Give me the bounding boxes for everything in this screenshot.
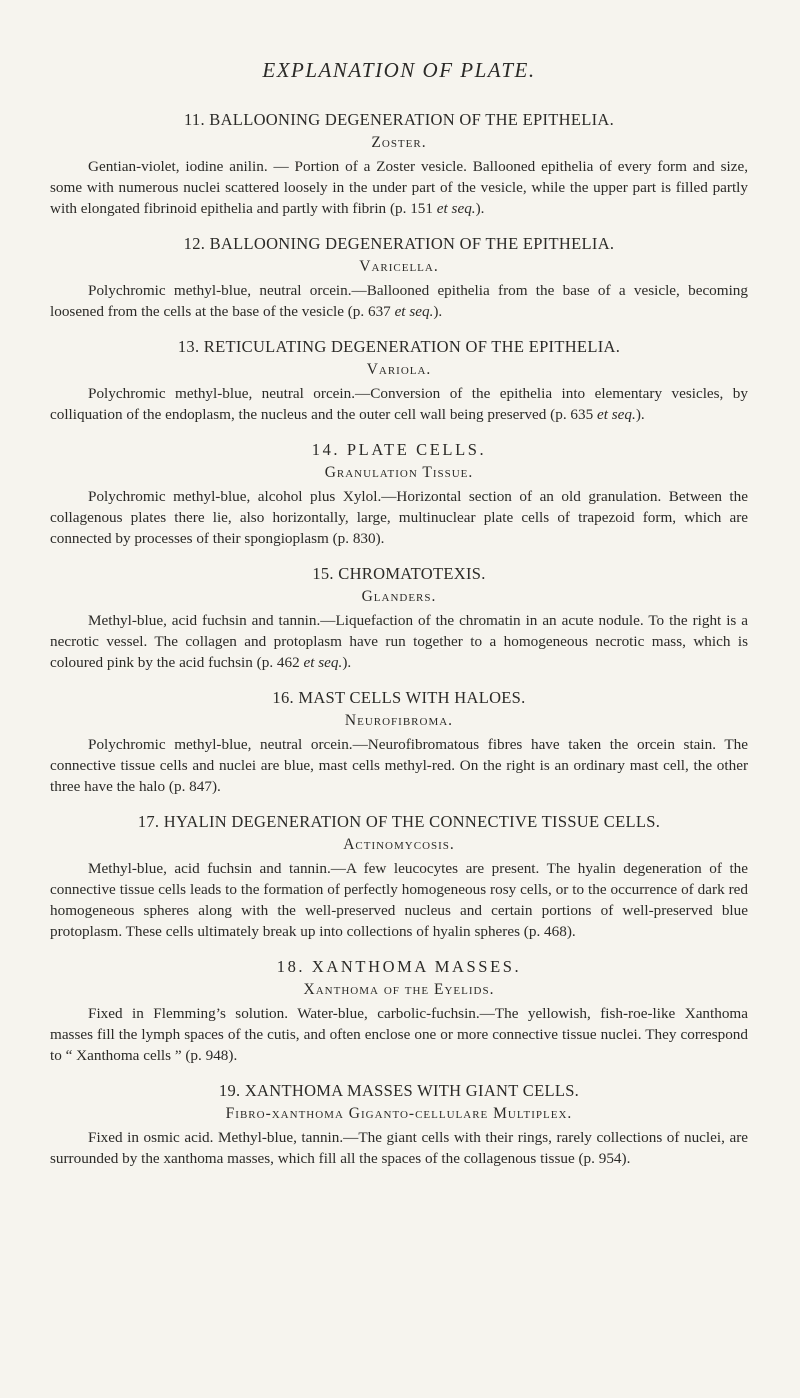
- entry-subtitle: Zoster.: [371, 134, 427, 151]
- entry-description: [50, 280, 748, 322]
- entry-subtitle: Varicella.: [359, 258, 439, 275]
- entry-text: Fixed in osmic acid. Methyl-blue, tannin.—The giant cells with their rings, rarely collections of nuclei, are surrounded by the xanthoma masses, which fill all the spaces of the collagenous tissue (p. 954).: [50, 1129, 748, 1167]
- entry-heading: 11. BALLOONING DEGENERATION OF THE EPITHELIA.: [183, 110, 615, 129]
- entry-ref: et seq.: [597, 406, 636, 423]
- entry-text: Polychromic methyl-blue, alcohol plus Xylol.—Horizontal section of an old granulation. Between the collagenous plates there lie, also horizontally, large, multinuclear plate cells of trapezoid form, which are connected by processes of their spongioplasm (p. 830).: [50, 488, 748, 547]
- entry-end: ).: [475, 200, 485, 217]
- entry-text: Polychromic methyl-blue, neutral orcein.—Neurofibromatous fibres have taken the orcein stain. The connective tissue cells and nuclei are blue, mast cells methyl-red. On the right is an ordinary mast cell, the other three have the halo (p. 847).: [50, 736, 748, 795]
- entry-subtitle: Xanthoma of the Eyelids.: [303, 981, 495, 998]
- page-title: EXPLANATION OF PLATE.: [262, 58, 536, 82]
- entry-subtitle: Fibro-xanthoma Giganto-cellulare Multiplex.: [225, 1105, 573, 1122]
- entry-subtitle: Glanders.: [361, 588, 437, 605]
- entry-heading: 14. PLATE CELLS.: [311, 440, 487, 459]
- entry-heading: 19. XANTHOMA MASSES WITH GIANT CELLS.: [218, 1081, 580, 1100]
- entry-heading: 13. RETICULATING DEGENERATION OF THE EPITHELIA.: [177, 337, 621, 356]
- entry-text: Polychromic methyl-blue, neutral orcein.—Ballooned epithelia from the base of a vesicle, becoming loosened from the cells at the base of the vesicle (p. 637: [50, 282, 748, 320]
- plate-entry-13: [50, 336, 748, 425]
- entry-subtitle: Actinomycosis.: [343, 836, 455, 853]
- entry-description: [50, 734, 748, 797]
- entry-description: [50, 486, 748, 549]
- entry-text: Gentian-violet, iodine anilin. — Portion of a Zoster vesicle. Ballooned epithelia of every form and size, some with numerous nuclei scattered loosely in the under part of the vesicle, while the upper part is filled partly with elongated fibrinoid epithelia and partly with fibrin (p. 151: [50, 158, 748, 217]
- plate-entry-11: [50, 109, 748, 219]
- entry-text: Methyl-blue, acid fuchsin and tannin.—A few leucocytes are present. The hyalin degeneration of the connective tissue cells leads to the formation of perfectly homogeneous rosy cells, or to the occurrence of dark red homogeneous spheres along with the well-preserved nucleus and certain portions of well-preserved blue protoplasm. These cells ultimately break up into collections of hyalin spheres (p. 468).: [50, 860, 748, 940]
- entry-end: ).: [433, 303, 443, 320]
- plate-entry-19: [50, 1080, 748, 1169]
- entry-end: ).: [635, 406, 645, 423]
- entry-ref: et seq.: [394, 303, 434, 320]
- entry-text: Polychromic methyl-blue, neutral orcein.—Conversion of the epithelia into elementary vesicles, by colliquation of the endoplasm, the nucleus and the outer cell wall being preserved (p. 635: [50, 385, 748, 423]
- entry-ref: et seq.: [303, 654, 343, 671]
- entry-subtitle: Variola.: [366, 361, 432, 378]
- entry-description: [50, 1003, 748, 1066]
- entry-ref: et seq.: [436, 200, 476, 217]
- plate-entry-15: [50, 563, 748, 673]
- entry-heading: 15. CHROMATOTEXIS.: [312, 564, 486, 583]
- entry-heading: 16. MAST CELLS WITH HALOES.: [272, 688, 526, 707]
- entry-description: [50, 858, 748, 942]
- plate-entry-12: [50, 233, 748, 322]
- plate-entry-18: [50, 956, 748, 1066]
- plate-entry-17: [50, 811, 748, 942]
- entry-heading: 18. XANTHOMA MASSES.: [276, 957, 522, 976]
- plate-entry-16: [50, 687, 748, 797]
- entry-heading: 17. HYALIN DEGENERATION OF THE CONNECTIVE TISSUE CELLS.: [137, 812, 661, 831]
- entry-description: [50, 1127, 748, 1169]
- entry-description: [50, 383, 748, 425]
- entry-description: [50, 610, 748, 673]
- plate-entry-14: [50, 439, 748, 549]
- entry-heading: 12. BALLOONING DEGENERATION OF THE EPITHELIA.: [183, 234, 615, 253]
- entry-subtitle: Neurofibroma.: [344, 712, 454, 729]
- entry-text: Fixed in Flemming’s solution. Water-blue, carbolic-fuchsin.—The yellowish, fish-roe-like Xanthoma masses fill the lymph spaces of the cutis, and often enclose one or more connective tissue nuclei. They correspond to “ Xanthoma cells ” (p. 948).: [50, 1005, 748, 1064]
- entry-subtitle: Granulation Tissue.: [324, 464, 474, 481]
- entry-text: Methyl-blue, acid fuchsin and tannin.—Liquefaction of the chromatin in an acute nodule. To the right is a necrotic vessel. The collagen and protoplasm have run together to a homogeneous necrotic mass, which is coloured pink by the acid fuchsin (p. 462: [50, 612, 748, 671]
- entry-end: ).: [342, 654, 352, 671]
- entry-description: [50, 156, 748, 219]
